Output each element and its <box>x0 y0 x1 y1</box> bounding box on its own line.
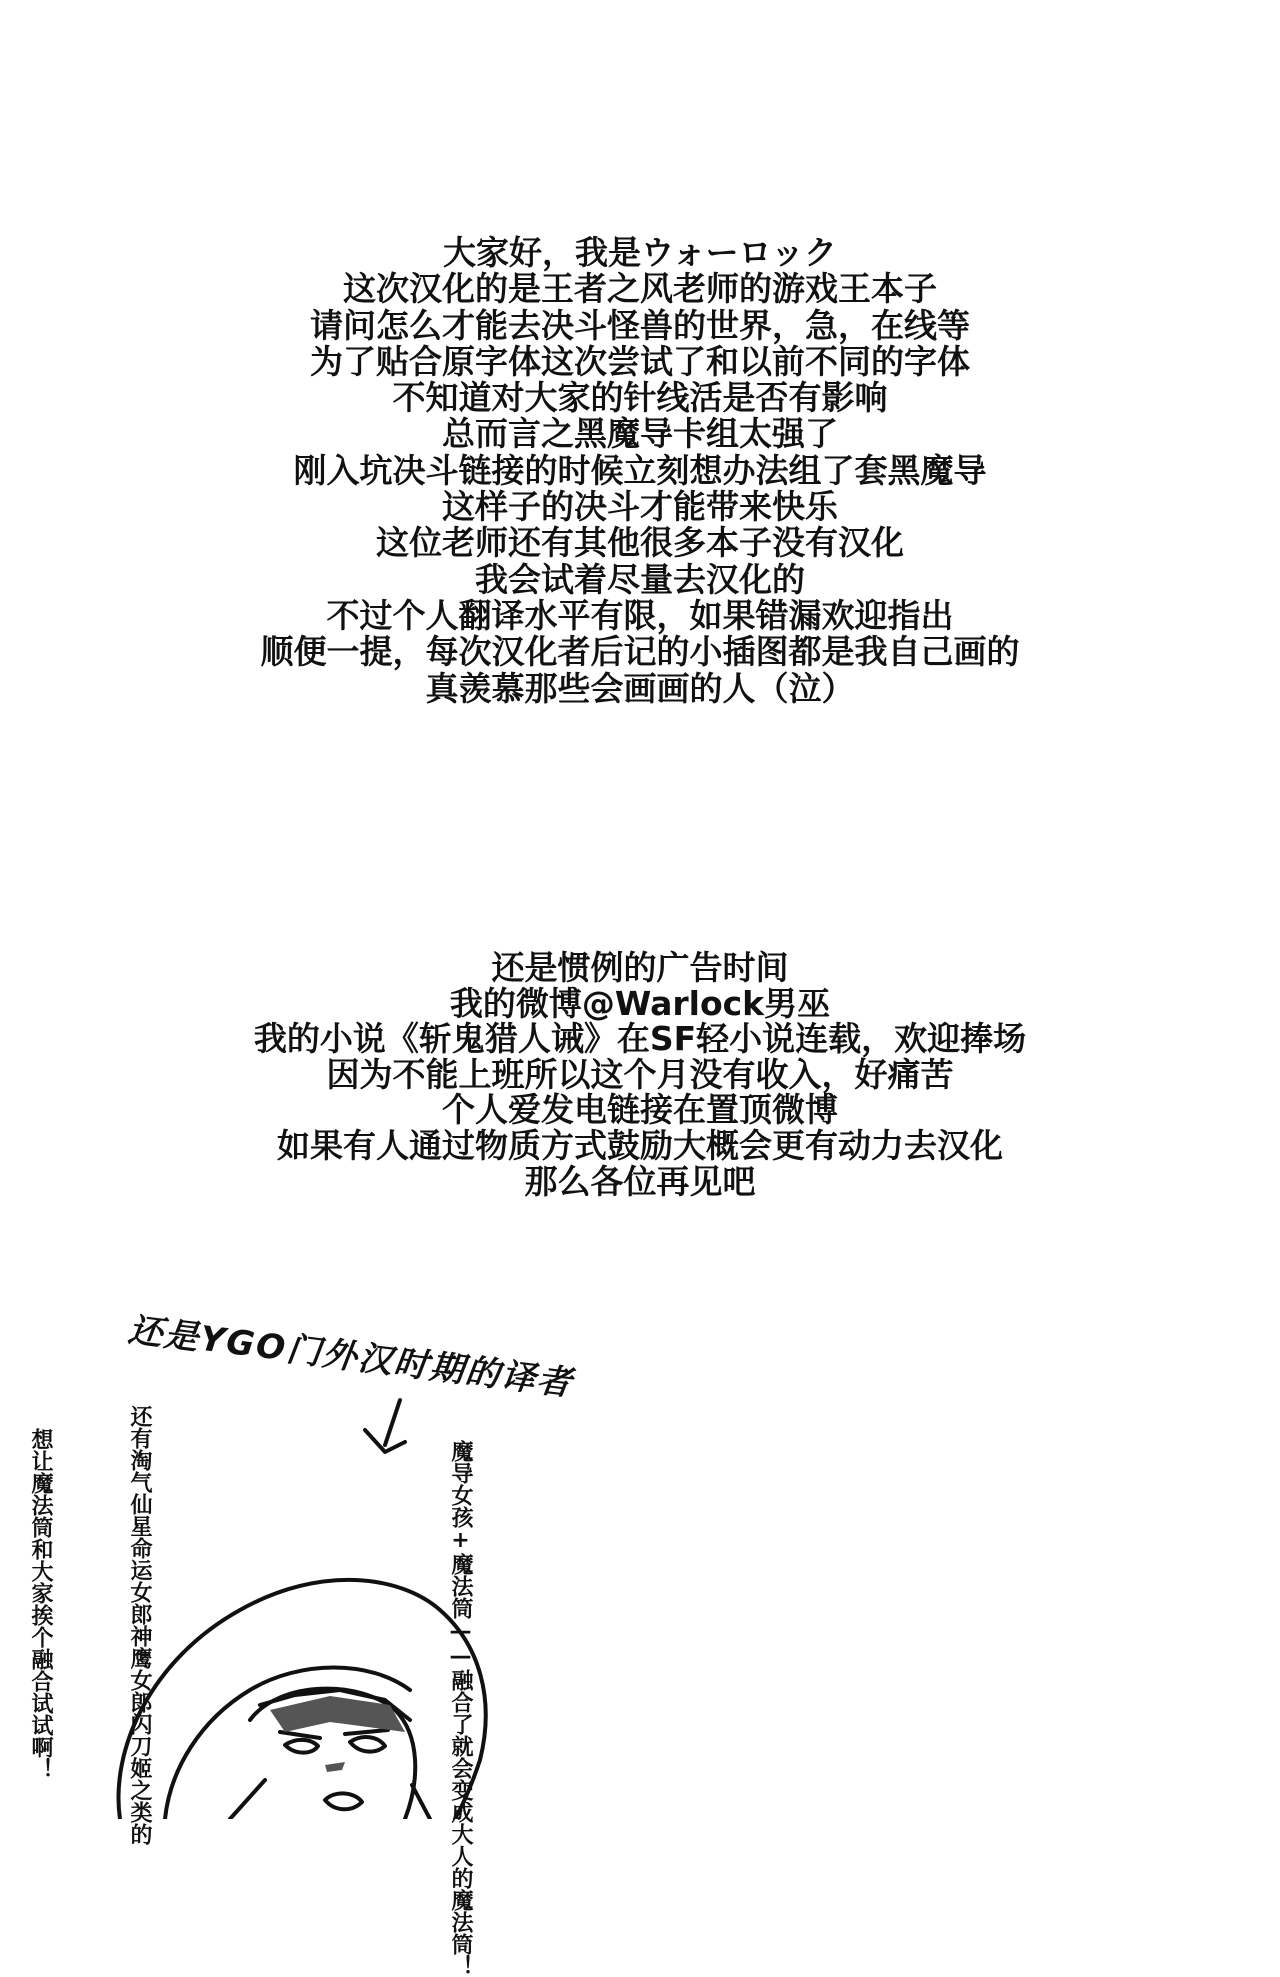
ad-line: 个人爱发电链接在置顶微博 <box>442 1090 838 1130</box>
afterword-line: 这样子的决斗才能带来快乐 <box>442 487 838 527</box>
brow-right <box>345 1730 388 1734</box>
afterword-line: 这位老师还有其他很多本子没有汉化 <box>376 523 904 563</box>
blush-mark <box>325 1762 345 1772</box>
ad-line: 还是惯例的广告时间 <box>491 948 789 987</box>
ad-line: 我的小说《斩鬼猎人诫》在SF轻小说连载，欢迎捧场 <box>253 1019 1027 1059</box>
right-eye <box>350 1737 385 1752</box>
ad-line: 那么各位再见吧 <box>524 1161 756 1201</box>
mouth <box>325 1793 362 1809</box>
afterword-line: 我会试着尽量去汉化的 <box>475 559 805 599</box>
sketch-caption: 还是YGO门外汉时期的译者 <box>126 1309 576 1405</box>
bubble-column: 星命运女郎 <box>127 1515 152 1625</box>
afterword-line: 为了贴合原字体这次尝试了和以前不同的字体 <box>310 341 970 381</box>
afterword-line: 总而言之黑魔导卡组太强了 <box>442 414 838 454</box>
collar-left <box>230 1780 265 1819</box>
collar-right <box>412 1785 430 1819</box>
afterword-line: 大家好，我是ウォーロック <box>442 233 838 272</box>
afterword-line: 这次汉化的是王者之风老师的游戏王本子 <box>343 269 937 309</box>
speech-bubble-right <box>448 1440 472 1977</box>
bubble-column: 想让魔法筒和大家 <box>28 1428 53 1604</box>
afterword-line: 不过个人翻译水平有限，如果错漏欢迎指出 <box>326 595 954 635</box>
ad-line: 因为不能上班所以这个月没有收入，好痛苦 <box>326 1054 954 1094</box>
afterword-line: 真羡慕那些会画画的人（泣） <box>425 668 855 708</box>
afterword-line: 刚入坑决斗链接的时候立刻想办法组了套黑魔导 <box>293 450 987 490</box>
bubble-column: 魔导女孩+魔法筒——融合 <box>448 1440 473 1713</box>
speech-bubble-left <box>28 1428 52 1780</box>
afterword-line: 不知道对大家的针线活是否有影响 <box>392 378 888 418</box>
ad-line: 如果有人通过物质方式鼓励大概会更有动力去汉化 <box>277 1125 1003 1165</box>
afterword-line: 顺便一提，每次汉化者后记的小插图都是我自己画的 <box>260 632 1020 672</box>
bubble-column: 还有淘气仙 <box>127 1405 152 1515</box>
brow-left <box>280 1732 320 1738</box>
translator-sketch-illustration <box>0 1360 560 1819</box>
bubble-column: 刀姬之类的 <box>127 1735 152 1845</box>
advertisement-text <box>0 950 1280 1199</box>
left-eye <box>285 1740 318 1753</box>
afterword-text <box>0 235 1280 707</box>
ad-line: 我的微博@Warlock男巫 <box>449 983 831 1023</box>
bubble-column: 神鹰女郎闪 <box>127 1625 152 1735</box>
afterword-line: 请问怎么才能去决斗怪兽的世界，急，在线等 <box>310 305 970 345</box>
bubble-column: 挨个融合试试啊！ <box>28 1604 53 1780</box>
bubble-column: 了就会变成大人的魔法筒！ <box>448 1713 473 1977</box>
arrow-icon <box>365 1400 405 1452</box>
speech-bubble-middle <box>127 1405 151 1845</box>
